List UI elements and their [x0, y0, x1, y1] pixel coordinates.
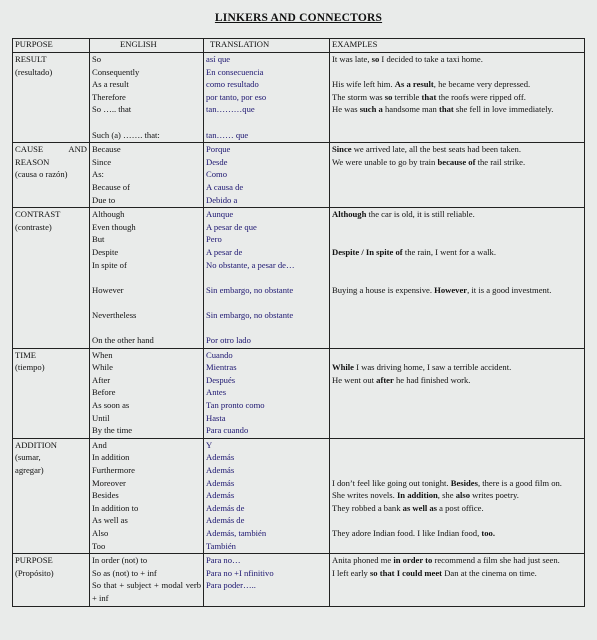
header-examples: EXAMPLES — [330, 39, 585, 53]
spanish-translation: A causa de — [206, 181, 244, 192]
example-text: the rail strike. — [475, 156, 526, 167]
english-connector: When — [92, 349, 113, 360]
english-connector: As soon as — [92, 400, 130, 411]
english-connector: Such (a) ……. that: — [92, 129, 160, 140]
highlighted-connector: because of — [437, 156, 476, 167]
example-sentence — [332, 489, 582, 502]
english-connector: Nevertheless — [92, 309, 137, 320]
table-row — [13, 348, 585, 438]
example-text: we arrived late, all the best seats had been taken. — [351, 144, 521, 155]
example-text: Buying a house is expensive. — [332, 284, 435, 295]
english-connector: Also — [92, 527, 109, 538]
examples-cell — [330, 53, 585, 143]
english-connector — [92, 271, 201, 284]
table-row — [13, 208, 585, 349]
english-connector — [92, 116, 201, 129]
spacer — [332, 221, 582, 234]
example-text: handsome man — [382, 104, 439, 115]
spanish-translation: Aunque — [206, 209, 234, 220]
example-sentence — [332, 361, 582, 374]
translation-cell — [204, 208, 330, 349]
spanish-translation: Además — [206, 477, 235, 488]
english-connector: Despite — [92, 246, 119, 257]
english-connector: Consequently — [92, 66, 140, 77]
spanish-translation: Después — [206, 374, 236, 385]
highlighted-connector: so — [371, 54, 380, 64]
example-sentence — [332, 284, 582, 297]
example-text: the car is old, it is still reliable. — [366, 209, 475, 220]
spanish-translation: Tan pronto como — [206, 400, 265, 411]
page-title: LINKERS AND CONNECTORS — [214, 12, 383, 24]
example-text: , there is a good film on. — [477, 477, 562, 488]
english-connector: Due to — [92, 194, 116, 205]
example-sentence — [332, 554, 582, 567]
translation-cell — [204, 143, 330, 208]
spacer — [332, 259, 582, 272]
purpose-label: RESULT — [15, 54, 47, 64]
english-connector: Until — [92, 412, 110, 423]
english-connector: Since — [92, 156, 112, 167]
highlighted-connector: Although — [332, 209, 367, 220]
example-text: I was driving home, I saw a terrible accident. — [353, 362, 512, 373]
examples-cell — [330, 554, 585, 606]
english-connector: So that + subject + modal verb + inf — [92, 580, 201, 603]
example-text: Anita phoned me — [332, 555, 394, 566]
english-connector: So ….. that — [92, 104, 132, 115]
english-connector: Moreover — [92, 477, 126, 488]
example-text: She writes novels. — [332, 490, 397, 501]
spanish-translation: Como — [206, 169, 228, 180]
spacer — [332, 349, 582, 362]
spanish-translation: Además — [206, 490, 235, 501]
example-text: , it is a good investment. — [467, 284, 552, 295]
spanish-translation — [206, 296, 327, 309]
purpose-cell — [13, 438, 90, 553]
examples-cell — [330, 438, 585, 553]
table-row — [13, 143, 585, 208]
spanish-translation: Sin embargo, no obstante — [206, 284, 294, 295]
spanish-translation: como resultado — [206, 79, 259, 90]
header-translation: TRANSLATION — [204, 39, 330, 53]
english-cell — [90, 554, 204, 606]
spanish-translation: Para no +I nfinitivo — [206, 567, 274, 578]
spanish-translation: Y — [206, 439, 213, 450]
example-text: the rain, I went for a walk. — [402, 246, 496, 257]
english-connector: Before — [92, 387, 116, 398]
example-text: , she — [437, 490, 456, 501]
highlighted-connector: as well as — [402, 502, 438, 513]
english-cell — [90, 438, 204, 553]
example-text: He was — [332, 104, 360, 115]
highlighted-connector: in order to — [393, 555, 433, 566]
spanish-translation: A pesar de — [206, 246, 243, 257]
spanish-translation: Hasta — [206, 412, 226, 423]
translation-cell — [204, 438, 330, 553]
purpose-label: CAUSE AND — [15, 144, 87, 155]
purpose-label: (sumar, — [15, 452, 41, 463]
example-text: I don’t feel like going out tonight. — [332, 477, 451, 488]
example-text: I left early — [332, 567, 370, 578]
purpose-label: agregar) — [15, 465, 44, 475]
examples-cell — [330, 348, 585, 438]
english-connector: Because of — [92, 181, 130, 192]
english-connector: While — [92, 362, 113, 373]
spanish-translation: Sin embargo, no obstante — [206, 309, 294, 320]
english-connector: In spite of — [92, 259, 127, 270]
examples-cell — [330, 208, 585, 349]
highlighted-connector: so — [384, 91, 393, 102]
highlighted-connector: Since — [332, 144, 352, 155]
highlighted-connector: I could meet — [396, 567, 443, 578]
english-connector: On the other hand — [92, 335, 154, 346]
purpose-label: CONTRAST — [15, 209, 61, 220]
spanish-translation: Para cuando — [206, 425, 249, 436]
table-row — [13, 438, 585, 553]
english-connector: As a result — [92, 79, 129, 90]
translation-cell — [204, 554, 330, 606]
spanish-translation: Antes — [206, 387, 227, 398]
english-connector: As well as — [92, 515, 128, 526]
spanish-translation: Además de — [206, 502, 245, 513]
english-connector: By the time — [92, 425, 133, 436]
spanish-translation: Cuando — [206, 349, 233, 360]
english-connector: Furthermore — [92, 465, 135, 475]
highlighted-connector: However — [434, 284, 468, 295]
highlighted-connector: that — [421, 91, 437, 102]
example-text: the roofs were ripped off. — [436, 91, 526, 102]
highlighted-connector: so that — [369, 567, 395, 578]
example-text: he had finished work. — [393, 374, 471, 385]
highlighted-connector: also — [455, 490, 471, 501]
english-connector: So as (not) to + inf — [92, 567, 157, 578]
example-sentence — [332, 477, 582, 490]
spacer — [332, 233, 582, 246]
highlighted-connector: after — [376, 374, 394, 385]
spanish-translation: Además — [206, 465, 235, 475]
example-text: The storm was — [332, 91, 385, 102]
purpose-label: TIME — [15, 349, 37, 360]
english-connector: Besides — [92, 490, 119, 501]
example-sentence — [332, 103, 582, 116]
english-connector: Therefore — [92, 91, 126, 102]
example-text: terrible — [392, 91, 422, 102]
example-sentence — [332, 156, 582, 169]
example-text: , he became very depressed. — [433, 79, 531, 90]
english-connector: But — [92, 234, 105, 245]
spanish-translation — [206, 116, 327, 129]
example-text: They adore Indian food. I like Indian food, — [332, 527, 482, 538]
spanish-translation — [206, 271, 327, 284]
spacer — [332, 514, 582, 527]
example-text: Dan at the cinema on time. — [442, 567, 537, 578]
purpose-cell — [13, 53, 90, 143]
purpose-cell — [13, 348, 90, 438]
english-connector — [92, 296, 201, 309]
spacer — [332, 451, 582, 464]
spanish-translation: También — [206, 540, 236, 551]
header-purpose: PURPOSE — [13, 39, 90, 53]
highlighted-connector: As a result — [394, 79, 434, 90]
spanish-translation: A pesar de que — [206, 221, 257, 232]
example-sentence — [332, 374, 582, 387]
english-connector: As: — [92, 169, 104, 180]
spanish-translation — [206, 321, 327, 334]
english-connector: Even though — [92, 221, 136, 232]
spanish-translation: tan…… que — [206, 129, 249, 140]
spacer — [332, 439, 582, 452]
english-cell — [90, 348, 204, 438]
purpose-label: (causa o razón) — [15, 169, 68, 180]
english-connector: In order (not) to — [92, 555, 148, 566]
purpose-cell — [13, 554, 90, 606]
example-text: she fell in love immediately. — [453, 104, 554, 115]
spanish-translation: Para no… — [206, 555, 241, 566]
purpose-label: PURPOSE — [15, 555, 53, 566]
table-row — [13, 554, 585, 606]
spacer — [332, 66, 582, 79]
example-text: I decided to take a taxi home. — [379, 54, 483, 64]
purpose-label: (tiempo) — [15, 362, 45, 373]
purpose-label: (contraste) — [15, 221, 52, 232]
example-sentence — [332, 91, 582, 104]
purpose-cell — [13, 208, 90, 349]
example-sentence — [332, 567, 582, 580]
spanish-translation: Debido a — [206, 194, 238, 205]
spanish-translation: No obstante, a pesar de… — [206, 259, 295, 270]
example-sentence — [332, 246, 582, 259]
highlighted-connector: Despite / In spite of — [332, 246, 403, 257]
spanish-translation: Además, también — [206, 527, 267, 538]
highlighted-connector: such a — [359, 104, 383, 115]
example-sentence — [332, 53, 582, 66]
translation-cell — [204, 53, 330, 143]
spanish-translation: Pero — [206, 234, 222, 245]
translation-cell — [204, 348, 330, 438]
purpose-cell — [13, 143, 90, 208]
spanish-translation: Mientras — [206, 362, 237, 373]
examples-cell — [330, 143, 585, 208]
spanish-translation: Para poder….. — [206, 580, 256, 591]
spanish-translation: así que — [206, 54, 231, 64]
connectors-table — [12, 38, 585, 607]
purpose-label: (Propósito) — [15, 567, 54, 578]
table-row — [13, 53, 585, 143]
example-sentence — [332, 208, 582, 221]
english-connector: However — [92, 284, 124, 295]
spanish-translation: Además — [206, 452, 235, 463]
example-sentence — [332, 78, 582, 91]
spanish-translation: Por otro lado — [206, 335, 251, 346]
spanish-translation: Porque — [206, 144, 231, 155]
header-english: ENGLISH — [90, 39, 204, 53]
spanish-translation: tan………que — [206, 104, 255, 115]
english-connector: In addition — [92, 452, 130, 463]
purpose-label: REASON — [15, 156, 50, 167]
example-text: recommend a film she had just seen. — [432, 555, 560, 566]
spanish-translation: por tanto, por eso — [206, 91, 267, 102]
example-sentence — [332, 527, 582, 540]
highlighted-connector: While — [332, 362, 354, 373]
example-text: a post office. — [437, 502, 484, 513]
spanish-translation: Desde — [206, 156, 228, 167]
highlighted-connector: Besides — [450, 477, 478, 488]
example-sentence — [332, 502, 582, 515]
english-connector: Although — [92, 209, 125, 220]
spacer — [332, 271, 582, 284]
english-connector — [92, 321, 201, 334]
table-body — [13, 53, 585, 607]
english-connector: Too — [92, 540, 106, 551]
example-text: writes poetry. — [470, 490, 519, 501]
header-row — [13, 39, 585, 53]
english-cell — [90, 53, 204, 143]
example-text: It was late, — [332, 54, 372, 64]
example-text: We were unable to go by train — [332, 156, 438, 167]
spanish-translation: En consecuencia — [206, 66, 264, 77]
english-cell — [90, 208, 204, 349]
purpose-label: ADDITION — [15, 439, 58, 450]
english-connector: Because — [92, 144, 121, 155]
purpose-label: (resultado) — [15, 66, 53, 77]
spacer — [332, 464, 582, 477]
english-connector: After — [92, 374, 111, 385]
example-text: He went out — [332, 374, 377, 385]
english-connector: And — [92, 439, 107, 450]
english-connector: In addition to — [92, 502, 139, 513]
highlighted-connector: In addition — [396, 490, 438, 501]
example-text: They robbed a bank — [332, 502, 403, 513]
highlighted-connector: that — [438, 104, 454, 115]
english-connector: So — [92, 54, 102, 64]
example-text: His wife left him. — [332, 79, 395, 90]
example-sentence — [332, 143, 582, 156]
english-cell — [90, 143, 204, 208]
highlighted-connector: too. — [481, 527, 495, 538]
spanish-translation: Además de — [206, 515, 245, 526]
